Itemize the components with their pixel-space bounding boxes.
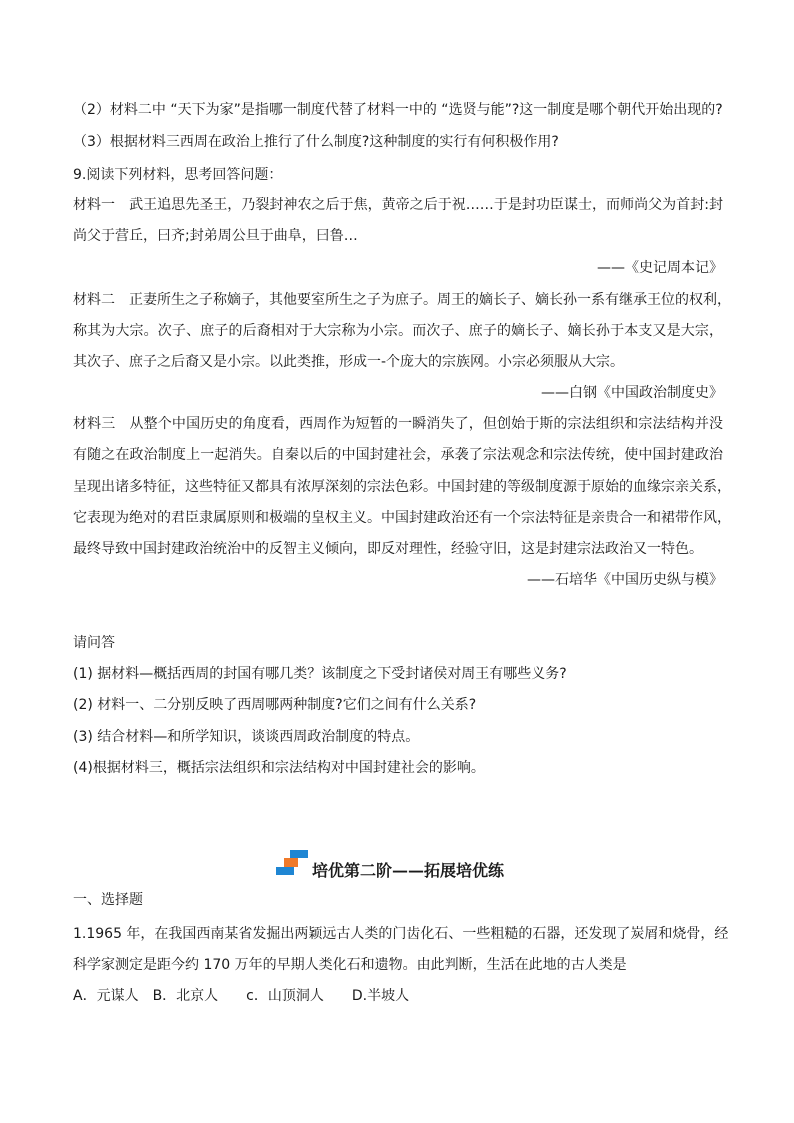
material-2-line: 称其为大宗。次子、庶子的后裔相对于大宗称为小宗。而次子、庶子的嫡长子、嫡长孙于本支又是大宗， xyxy=(73,323,723,339)
question-9-intro: 9.阅读下列材料，思考回答问题： xyxy=(73,167,283,183)
material-3-line: 最终导致中国封建政治统治中的反智主义倾向，即反对理性，经验守旧，这是封建宗法政治又一特色。 xyxy=(73,541,703,557)
ask-item: (3) 结合材料—和所学知识，谈谈西周政治制度的特点。 xyxy=(73,729,420,745)
ask-item: (2) 材料一、二分别反映了西周哪两种制度?它们之间有什么关系? xyxy=(73,697,477,713)
material-2-line: 其次子、庶子之后裔又是小宗。以此类推，形成一-个庞大的宗族网。小宗必须服从大宗。 xyxy=(73,354,625,370)
ask-label: 请问答 xyxy=(73,635,115,651)
choice-question-1-line: 科学家测定是距今约 170 万年的早期人类化石和遗物。由此判断，生活在此地的古人类是 xyxy=(73,957,627,973)
material-3-source: ——石培华《中国历史纵与模》 xyxy=(527,572,723,588)
banner-title: 培优第二阶——拓展培优练 xyxy=(312,861,505,880)
material-1-source: ——《史记周本记》 xyxy=(597,260,723,276)
choice-question-1-line: 1.1965 年，在我国西南某省发掘出两颖远古人类的门齿化石、一些粗糙的石器，还发现了炭屑和烧骨，经 xyxy=(73,926,729,942)
section-heading-choice: 一、选择题 xyxy=(73,892,143,908)
material-1-line: 尚父于营丘，曰齐;封弟周公旦于曲阜，曰鲁… xyxy=(73,228,358,244)
section-banner xyxy=(0,848,794,884)
material-3-line: 它表现为绝对的君臣隶属原则和极端的皇权主义。中国封建政治还有一个宗法特征是亲贵合一和裙带作风， xyxy=(73,510,731,526)
material-3-line: 有随之在政治制度上一起消失。自秦以后的中国封建社会，承袭了宗法观念和宗法传统，使中国封建政治 xyxy=(73,447,723,463)
material-2-line: 材料二 正妻所生之子称嫡子，其他要室所生之子为庶子。周王的嫡长子、嫡长孙一系有继承王位的权利， xyxy=(73,292,731,308)
material-1-line: 材料一 武王追思先圣王，乃裂封神农之后于焦，黄帝之后于祝……于是封功臣谋士，而师尚父为首封:封 xyxy=(73,197,723,213)
choice-options: A．元谋人 B．北京人 c．山顶洞人 D.半坡人 xyxy=(73,988,410,1004)
question-8-part-3: （3）根据材料三西周在政治上推行了什么制度?这种制度的实行有何积极作用? xyxy=(73,134,559,150)
banner-logo-icon xyxy=(276,850,310,876)
ask-item: (4)根据材料三，概括宗法组织和宗法结构对中国封建社会的影响。 xyxy=(73,760,485,776)
ask-item: (1) 据材料—概括西周的封国有哪几类？该制度之下受封诸侯对周王有哪些义务? xyxy=(73,666,567,682)
material-3-line: 呈现出诸多特征，这些特征又都具有浓厚深刻的宗法色彩。中国封建的等级制度源于原始的血缘宗亲关系， xyxy=(73,479,731,495)
material-2-source: ——白钢《中国政治制度史》 xyxy=(541,385,723,401)
material-3-line: 材料三 从整个中国历史的角度看，西周作为短暂的一瞬消失了，但创始于斯的宗法组织和宗法结构并没 xyxy=(73,416,723,432)
question-8-part-2: （2）材料二中 “天下为家”是指哪一制度代替了材料一中的 “选贤与能”?这一制度是哪个朝代开始出现的? xyxy=(73,102,723,118)
